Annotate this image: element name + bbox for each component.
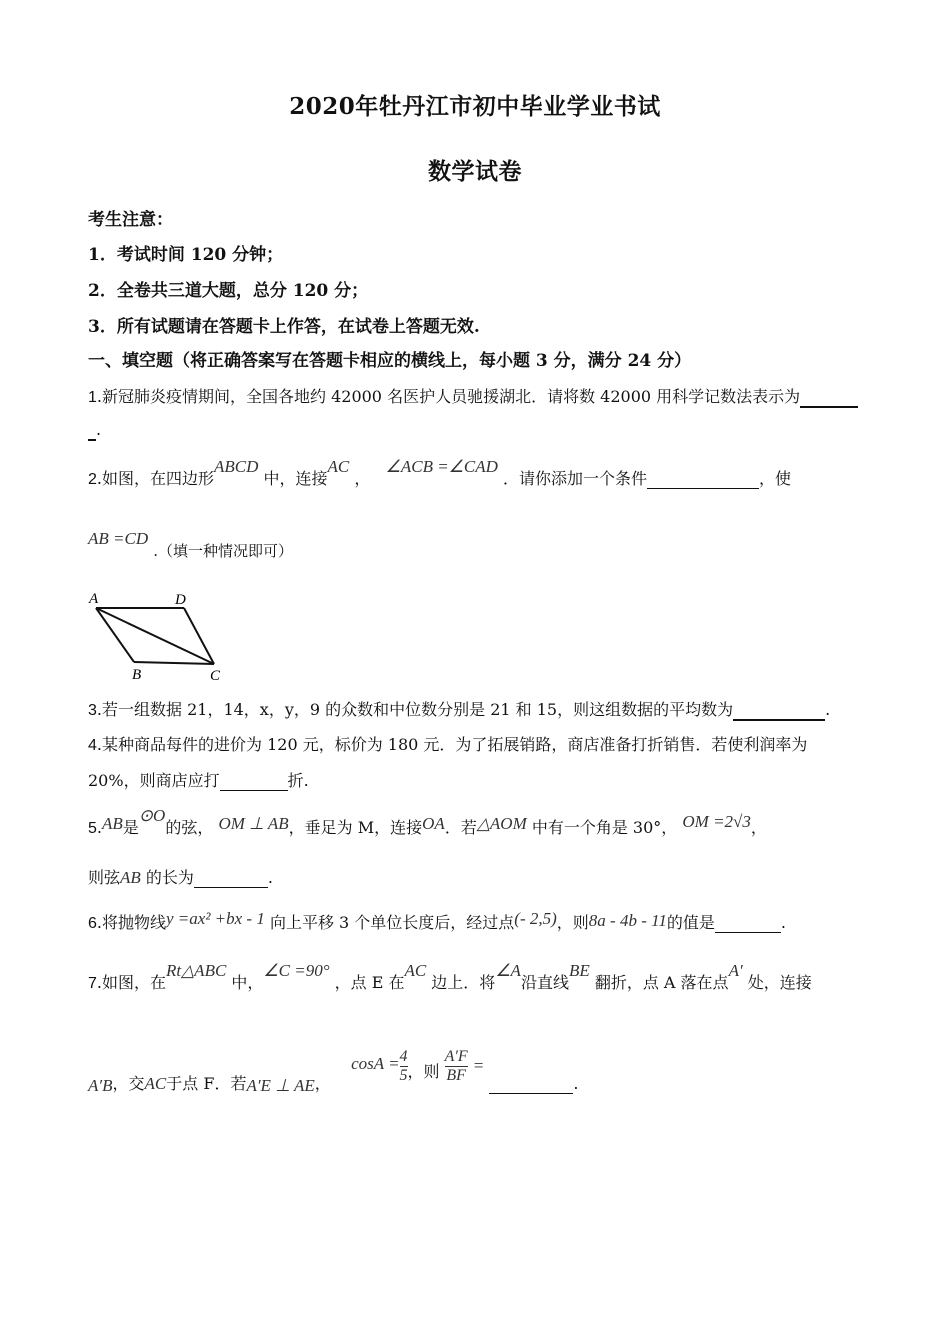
question-1-continuation: . xyxy=(88,420,101,441)
answer-blank xyxy=(715,913,781,933)
fraction-af-bf: $\frac{A'F}{BF}$ xyxy=(444,1048,468,1084)
question-6: 6.将抛物线y =ax² +bx - 1 向上平移 3 个单位长度后，经过点(- 2,5)，则8a - 4b - 11的值是 . xyxy=(88,909,786,932)
answer-blank xyxy=(489,1074,573,1094)
edge-dc xyxy=(184,608,214,664)
edge-cb xyxy=(134,662,214,664)
section-heading: 一、填空题（将正确答案写在答题卡相应的横线上，每小题 3 分，满分 24 分） xyxy=(88,351,692,371)
question-5: 5.AB是⊙O的弦， OM ⊥ AB，垂足为 M，连接OA．若△AOM 中有一个角是 30°， OM =2√3， xyxy=(88,806,767,837)
answer-blank xyxy=(88,420,96,441)
parallelogram-figure xyxy=(86,588,226,684)
note-item: 2．全卷共三道大题，总分 120 分； xyxy=(88,281,369,301)
answer-blank xyxy=(194,868,268,888)
document-title: 2020年牡丹江市初中毕业学业书试 xyxy=(289,93,661,120)
vertex-label-d: D xyxy=(175,592,186,608)
question-7: 7.如图，在Rt△ABC 中，∠C =90° ，点 E 在AC 边上．将∠A沿直线BE 翻折，点 A 落在点A′ 处，连接 xyxy=(88,961,812,992)
question-5-continuation: 则弦AB 的长为 . xyxy=(88,868,273,887)
diagonal-ac xyxy=(96,608,214,664)
notes-heading: 考生注意： xyxy=(88,210,173,230)
question-3: 3.若一组数据 21，14，x，y，9 的众数和中位数分别是 21 和 15，则这组数据的平均数为 . xyxy=(88,700,831,719)
answer-blank xyxy=(220,771,288,791)
answer-blank xyxy=(647,469,759,489)
question-4: 4.某种商品每件的进价为 120 元，标价为 180 元．为了拓展销路，商店准备打折销售．若使利润率为 xyxy=(88,735,808,754)
answer-blank xyxy=(800,387,858,408)
vertex-label-a: A xyxy=(89,591,99,607)
question-2: 2.如图，在四边形ABCD 中，连接AC ， ∠ACB =∠CAD ．请你添加一个条件 ，使 xyxy=(88,457,792,488)
question-7-continuation: A′B，交AC于点 F．若A′E ⊥ AE， cosA = $\frac{4}{5}$ ，则 $\frac{A'F}{BF}$ = . xyxy=(88,1048,579,1095)
answer-blank xyxy=(733,700,825,721)
question-1: 1.新冠肺炎疫情期间，全国各地约 42000 名医护人员驰援湖北．请将数 42000 用科学记数法表示为 xyxy=(88,384,858,408)
note-item: 1．考试时间 120 分钟； xyxy=(88,245,284,265)
fraction-four-fifths: $\frac{4}{5}$ xyxy=(399,1048,408,1084)
vertex-label-b: B xyxy=(132,667,142,683)
question-4-continuation: 20%，则商店应打 折. xyxy=(88,771,309,790)
document-subtitle: 数学试卷 xyxy=(428,158,522,185)
note-item: 3．所有试题请在答题卡上作答，在试卷上答题无效. xyxy=(88,317,480,337)
question-2-condition: AB =CD .（填一种情况即可） xyxy=(88,529,293,560)
vertex-label-c: C xyxy=(210,668,221,684)
